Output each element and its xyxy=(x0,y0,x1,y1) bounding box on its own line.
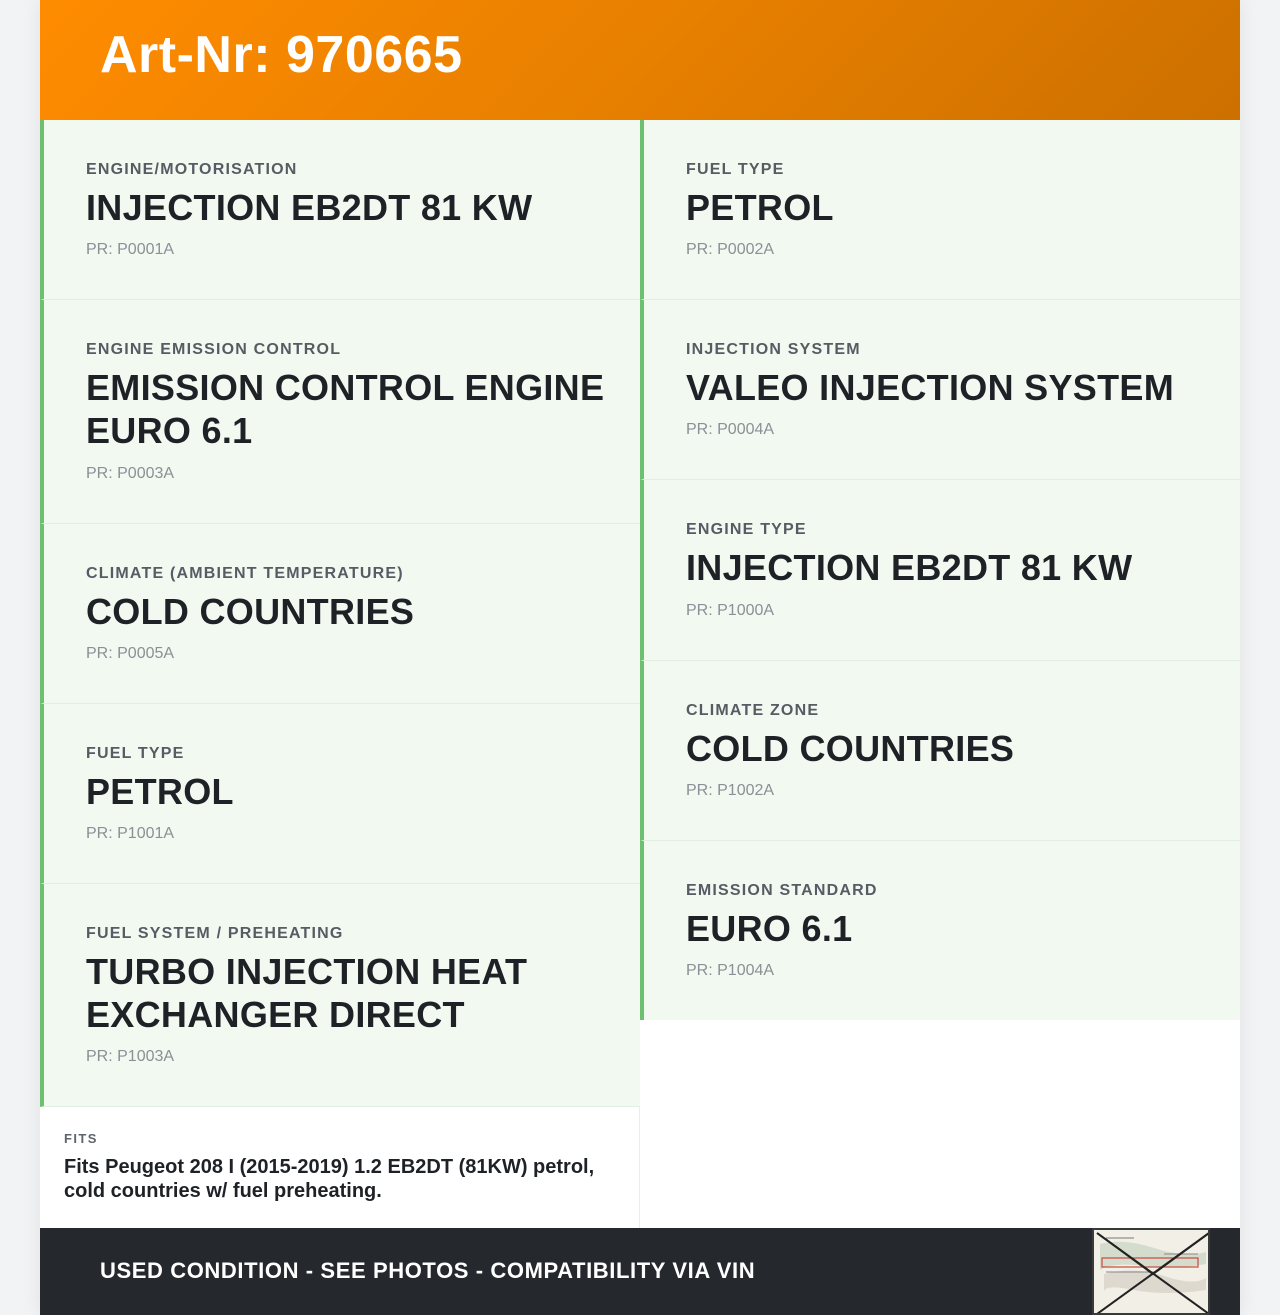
spec-label: CLIMATE (AMBIENT TEMPERATURE) xyxy=(86,565,404,582)
spec-pr-code: PR: P0005A xyxy=(86,645,175,662)
spec-value: VALEO INJECTION SYSTEM xyxy=(686,367,1174,408)
spec-card-emission-control xyxy=(40,300,640,524)
spec-label: FUEL TYPE xyxy=(86,745,185,762)
fits-description: Fits Peugeot 208 I (2015-2019) 1.2 EB2DT (81KW) petrol, cold countries w/ fuel preheating. xyxy=(64,1156,595,1202)
fits-section xyxy=(40,1107,640,1228)
spec-card-fuel-type xyxy=(40,704,640,884)
spec-label: FUEL TYPE xyxy=(686,161,785,178)
spec-value: INJECTION EB2DT 81 KW xyxy=(86,187,533,228)
spec-label: ENGINE EMISSION CONTROL xyxy=(86,341,342,358)
spec-label: ENGINE TYPE xyxy=(686,521,807,538)
spec-card-climate-zone xyxy=(640,661,1240,841)
condition-notice: USED CONDITION - SEE PHOTOS - COMPATIBILITY VIA VIN xyxy=(100,1258,756,1283)
spec-card-injection-system xyxy=(640,300,1240,480)
spec-value: EURO 6.1 xyxy=(686,908,853,949)
spec-value: PETROL xyxy=(686,187,834,228)
spec-pr-code: PR: P1001A xyxy=(86,825,175,842)
spec-pr-code: PR: P0003A xyxy=(86,465,175,482)
spec-label: EMISSION STANDARD xyxy=(686,882,878,899)
spec-card-fuel-system xyxy=(40,884,640,1107)
label-photo-thumbnail-icon[interactable] xyxy=(1092,1228,1210,1315)
spec-pr-code: PR: P0004A xyxy=(686,421,775,438)
spec-card-engine-motorisation xyxy=(40,120,640,300)
spec-value: PETROL xyxy=(86,771,234,812)
spec-label: CLIMATE ZONE xyxy=(686,702,820,719)
spec-value: INJECTION EB2DT 81 KW xyxy=(686,547,1133,588)
fits-label: FITS xyxy=(64,1131,98,1146)
article-number-title: Art-Nr: 970665 xyxy=(100,26,463,84)
spec-label: INJECTION SYSTEM xyxy=(686,341,861,358)
spec-card-climate xyxy=(40,524,640,704)
envelope-icon xyxy=(1094,1230,1210,1315)
footer-bar xyxy=(40,1228,1240,1315)
spec-pr-code: PR: P0001A xyxy=(86,241,175,258)
product-sheet xyxy=(40,0,1240,1315)
spec-card-emission-standard xyxy=(640,841,1240,1020)
spec-card-engine-type xyxy=(640,480,1240,661)
spec-pr-code: PR: P1004A xyxy=(686,962,775,979)
spec-card-fuel-type xyxy=(640,120,1240,300)
header-banner xyxy=(40,0,1240,120)
spec-label: FUEL SYSTEM / PREHEATING xyxy=(86,925,344,942)
spec-pr-code: PR: P1000A xyxy=(686,602,775,619)
spec-value: TURBO INJECTION HEAT EXCHANGER DIRECT xyxy=(86,951,528,1035)
spec-pr-code: PR: P1002A xyxy=(686,782,775,799)
spec-label: ENGINE/MOTORISATION xyxy=(86,161,298,178)
spec-value: EMISSION CONTROL ENGINE EURO 6.1 xyxy=(86,367,605,451)
spec-value: COLD COUNTRIES xyxy=(686,728,1015,769)
spec-pr-code: PR: P0002A xyxy=(686,241,775,258)
spec-pr-code: PR: P1003A xyxy=(86,1048,175,1065)
spec-value: COLD COUNTRIES xyxy=(86,591,415,632)
